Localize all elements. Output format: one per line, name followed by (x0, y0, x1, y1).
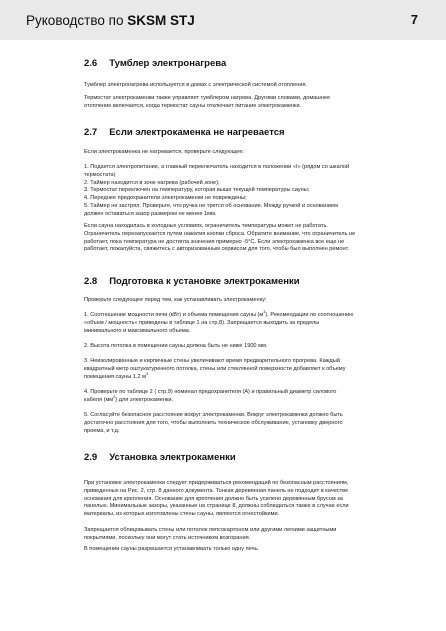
text-line: покрытиями, поскольку они могут стать источником возгорания. (84, 534, 251, 541)
section-title: Тумблер электронагрева (109, 58, 227, 69)
text-line: проема, и т.д. (84, 427, 120, 434)
text-run: ). Рекомендации по соотношению (265, 312, 354, 318)
text-line: При установке электрокаменки следует придерживаться рекомендаций по безопасным расстояниям, (84, 480, 349, 486)
text-line: работает, пожалуйста, свяжитесь с авторизованным сервисом для того, чтобы был выполнен ремонт. (84, 246, 350, 253)
paragraph (84, 82, 414, 90)
text-line: приведенных на Рис. 2, стр. 8 данного документа. Тонкая деревянная панель не подходит в качестве (84, 487, 349, 494)
text-line (84, 371, 414, 382)
list-item: 1. Подается электропитание, а главный переключатель находится в положении «I» (рядом со шкалой (84, 164, 350, 170)
text-run: 1. Соотношение мощности печи (кВт) и объема помещения сауны (м (84, 312, 264, 318)
section-heading-2-7 (84, 127, 285, 138)
list-item: 5. Таймер не застрял. Проверьте, что ручка не трется об основание. Между ручкой и основанием (84, 202, 338, 209)
text-run: кабеля (мм (84, 396, 114, 403)
text-run: ) для электрокаменки. (115, 396, 174, 403)
list-item (84, 358, 414, 381)
text-run: помещения сауны 1,2 м (84, 373, 147, 380)
paragraph (84, 480, 414, 519)
list-item (84, 389, 414, 405)
paragraph (84, 527, 414, 543)
list-item: 2. Таймер находится в зоне нагрева (рабочей зоне); (84, 179, 220, 186)
text-line: Если электрокаменка не нагревается, проверьте следующее: (84, 149, 245, 155)
section-number: 2.8 (84, 276, 98, 287)
superscript: 3 (146, 371, 149, 376)
text-line: минимального и максимального объема. (84, 327, 191, 334)
text-line (84, 312, 414, 320)
document-title (26, 13, 195, 28)
list-item (84, 312, 414, 335)
text-line: В помещении сауны разрешается устанавливать только одну печь. (84, 546, 259, 552)
section-number: 2.9 (84, 452, 98, 463)
superscript: 2 (113, 394, 116, 399)
section-title: Если электрокаменка не нагревается (109, 127, 285, 138)
list-item: термостата) (84, 171, 116, 178)
section-heading-2-8 (84, 276, 300, 287)
section-heading-2-9 (84, 452, 236, 463)
section-number: 2.7 (84, 127, 98, 138)
text-line: 5. Согласуйте безопасное расстояние вокруг электрокаменки. Вокруг электрокаменки должно быть (84, 412, 343, 418)
section-number: 2.6 (84, 58, 98, 69)
list-item: должен оставаться зазор размером не менее 1мм. (84, 210, 217, 217)
text-line: Тумблер электронагрева используется в домах с электрической системой отопления. (84, 82, 308, 88)
paragraph (84, 223, 414, 254)
list-item (84, 343, 414, 351)
paragraph (84, 297, 414, 305)
text-line: «объем / мощность» приведены в таблице 1 на стр.8). Запрещается выходить за пределы (84, 319, 320, 326)
text-line: Ограничитель перезапускается путем нажатия кнопки сброса. Обратите внимание, что ограничитель не (84, 230, 356, 237)
list-item: 3. Термостат переключен на температуру, которая выше текущей температуры сауны; (84, 187, 310, 194)
text-line (84, 394, 414, 405)
text-line: Проверьте следующее перед тем, как устанавливать электрокаменку: (84, 297, 267, 303)
text-line: 2. Высота потолка в помещении сауны должна быть не ниже 1900 мм. (84, 343, 268, 349)
title-prefix: Руководство по (26, 13, 128, 28)
text-line: Запрещается облицовывать стены или потолок пепсокартоном или другими легкими защитными (84, 527, 337, 533)
superscript: 3 (263, 310, 266, 315)
page-number: 7 (410, 12, 418, 27)
text-line: работает, пока температура не достигла значения примерно -5°C. Если электрокаменка все еще не (84, 238, 345, 245)
section-heading-2-6 (84, 58, 226, 69)
text-line: отопление включается, когда термостат сауны отключает питание электрокаменки. (84, 102, 302, 109)
text-line: Если сауна находилась в холодных условиях, ограничитель температуры может не работать. (84, 223, 328, 229)
text-line: 4. Проверьте по таблице 2 ( стр.9) номинал предохранителя (А) и правильный диаметр силового (84, 389, 337, 395)
section-title: Установка электрокаменки (109, 452, 236, 463)
section-title: Подготовка к установке электрокаменки (109, 276, 300, 287)
text-line: основания для крепления. Основание для крепления должно быть усилено деревянным брусом за (84, 495, 343, 502)
text-line: квадратный метр оштукатуренного потолка, стены или стеклянной поверхности добавляет к объему (84, 365, 346, 372)
text-line: панелью. Минимальные зазоры, указанные на странице 8, должны соблюдаться также в случае если (84, 503, 349, 510)
checklist (84, 164, 414, 219)
paragraph (84, 546, 414, 554)
text-line: 3. Неизолированные и кирпичные стены увеличивают время предварительного прогрева. Каждый (84, 358, 340, 364)
list-item (84, 412, 414, 435)
page-header (0, 0, 446, 40)
text-line: материалы, из которых изготовлены стены сауны, являются огнестойкими. (84, 511, 280, 518)
text-line: Термостат электрокаменки также управляет тумблером нагрева. Другими словами, домашнее (84, 95, 331, 101)
title-product: SKSM STJ (127, 13, 195, 28)
paragraph (84, 149, 414, 157)
list-item: 4. Переднее предохранители электрокаменки не повреждены; (84, 195, 247, 202)
text-line: достаточно расстояния для того, чтобы выполнить техническое обслуживание, установку дверного (84, 419, 343, 426)
paragraph (84, 95, 414, 111)
